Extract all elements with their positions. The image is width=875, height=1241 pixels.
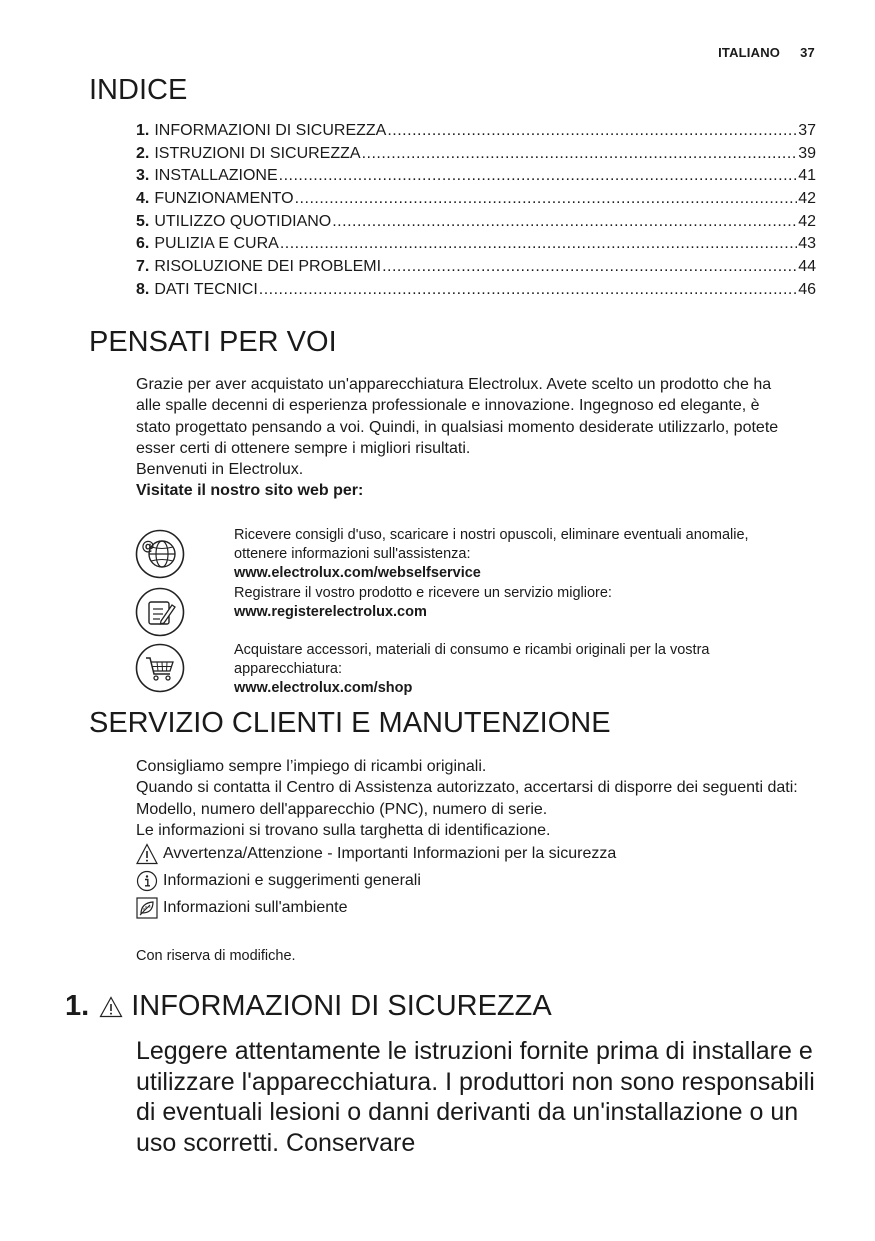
section-1-title: INFORMAZIONI DI SICUREZZA — [131, 990, 552, 1022]
toc-entry-page: 43 — [798, 235, 816, 253]
toc-entry-page: 37 — [798, 122, 816, 139]
register-notepad-icon — [135, 587, 185, 637]
web-item-text: Acquistare accessori, materiali di consumo e ricambi originali per la vostra apparecchiatura: — [234, 642, 710, 677]
service-text — [136, 756, 806, 841]
toc-entry[interactable] — [136, 145, 816, 168]
section-1-number: 1. — [65, 990, 90, 1022]
legend-environment — [136, 897, 347, 919]
toc-entry-number: 1. — [136, 122, 150, 139]
intro-visit-label: Visitate il nostro sito web per: — [136, 482, 364, 500]
running-header — [718, 45, 815, 60]
toc-entry-page: 42 — [798, 190, 816, 208]
toc-entry-number: 8. — [136, 280, 150, 298]
toc-entry[interactable] — [136, 190, 816, 213]
toc-entry-label: ISTRUZIONI DI SICUREZZA — [154, 144, 361, 162]
intro-text — [136, 374, 796, 502]
legend-warning — [136, 843, 616, 865]
intro-title: PENSATI PER VOI — [89, 326, 337, 358]
toc-dot-leader — [259, 281, 797, 299]
info-circle-icon — [136, 870, 158, 892]
warning-triangle-icon — [99, 996, 123, 1018]
environment-leaf-icon — [136, 897, 158, 919]
toc-dot-leader — [295, 190, 798, 208]
legend-info — [136, 870, 421, 892]
toc-entry[interactable] — [136, 235, 816, 258]
toc-entry-number: 2. — [136, 144, 150, 162]
toc-dot-leader — [332, 213, 797, 231]
web-item-url[interactable]: www.registerelectrolux.com — [234, 604, 427, 620]
disclaimer: Con riserva di modifiche. — [136, 948, 296, 964]
toc-entry-page: 46 — [798, 280, 816, 298]
toc-entry-page: 44 — [798, 258, 816, 276]
toc-entry-page: 39 — [798, 144, 816, 162]
toc-title: INDICE — [89, 74, 188, 106]
toc-entry-number: 6. — [136, 235, 150, 253]
toc-entry-number: 7. — [136, 258, 150, 276]
toc-entry-label: FUNZIONAMENTO — [154, 190, 294, 208]
toc-entry-label: INFORMAZIONI DI SICUREZZA — [154, 122, 387, 139]
toc-entry-label: UTILIZZO QUOTIDIANO — [154, 212, 332, 230]
header-language: ITALIANO — [718, 45, 781, 60]
header-page-number: 37 — [800, 45, 815, 60]
warning-triangle-icon — [136, 843, 158, 865]
legend-info-text: Informazioni e suggerimenti generali — [163, 872, 421, 889]
section-1-heading — [65, 990, 552, 1023]
service-line-3: Le informazioni si trovano sulla targhetta di identificazione. — [136, 821, 551, 839]
toc-dot-leader — [362, 145, 798, 163]
toc-entry-label: RISOLUZIONE DEI PROBLEMI — [154, 258, 382, 276]
toc-entry-number: 5. — [136, 212, 150, 230]
toc-entry-page: 41 — [798, 167, 816, 185]
web-item-text: Ricevere consigli d'uso, scaricare i nostri opuscoli, eliminare eventuali anomalie, ottenere informazioni sull'assistenza: — [234, 527, 749, 562]
toc-dot-leader — [279, 167, 798, 185]
table-of-contents — [136, 122, 816, 304]
toc-entry-page: 42 — [798, 212, 816, 230]
toc-entry-number: 4. — [136, 190, 150, 208]
toc-dot-leader — [280, 235, 797, 253]
section-1-paragraph: Leggere attentamente le istruzioni fornite prima di installare e utilizzare l'apparecchiatura. I produttori non sono responsabili di eventuali lesioni o danni derivanti da un'installazione o un uso scorretti. Conservare — [136, 1037, 815, 1157]
toc-entry[interactable] — [136, 213, 816, 236]
web-item-url[interactable]: www.electrolux.com/webselfservice — [234, 565, 481, 581]
globe-at-icon — [135, 529, 185, 579]
svg-text:@: @ — [141, 539, 155, 554]
web-item-url[interactable]: www.electrolux.com/shop — [234, 680, 413, 696]
web-item — [234, 584, 794, 622]
section-1-text — [136, 1036, 816, 1158]
intro-paragraph: Grazie per aver acquistato un'apparecchiatura Electrolux. Avete scelto un prodotto che ha alle spalle decenni di esperienza professionale e innovazione. Ingegnoso ed elegante, è stato progettato pensando a voi. Quindi, in qualsiasi momento desiderate utilizzarlo, potete esser certi di ottenere sempre i migliori risultati. — [136, 376, 779, 457]
toc-entry-label: PULIZIA E CURA — [154, 235, 279, 253]
toc-dot-leader — [387, 122, 797, 140]
service-line-2: Quando si contatta il Centro di Assistenza autorizzato, accertarsi di disporre dei seguenti dati: Modello, numero dell'apparecchio (PNC), numero di serie. — [136, 779, 798, 818]
toc-entry-label: DATI TECNICI — [154, 280, 258, 298]
service-line-1: Consigliamo sempre l’impiego di ricambi originali. — [136, 758, 487, 775]
service-title: SERVIZIO CLIENTI E MANUTENZIONE — [89, 707, 611, 739]
legend-environment-text: Informazioni sull'ambiente — [163, 899, 348, 916]
toc-entry[interactable] — [136, 281, 816, 304]
web-item — [234, 526, 794, 583]
web-item — [234, 641, 794, 698]
toc-entry-label: INSTALLAZIONE — [154, 167, 278, 185]
shopping-cart-icon — [135, 643, 185, 693]
legend-warning-text: Avvertenza/Attenzione - Importanti Informazioni per la sicurezza — [163, 845, 617, 862]
intro-welcome: Benvenuti in Electrolux. — [136, 461, 304, 479]
toc-entry[interactable] — [136, 258, 816, 281]
toc-entry[interactable] — [136, 167, 816, 190]
web-item-text: Registrare il vostro prodotto e ricevere un servizio migliore: — [234, 585, 612, 601]
toc-entry[interactable] — [136, 122, 816, 145]
toc-entry-number: 3. — [136, 167, 150, 185]
toc-dot-leader — [382, 258, 797, 276]
